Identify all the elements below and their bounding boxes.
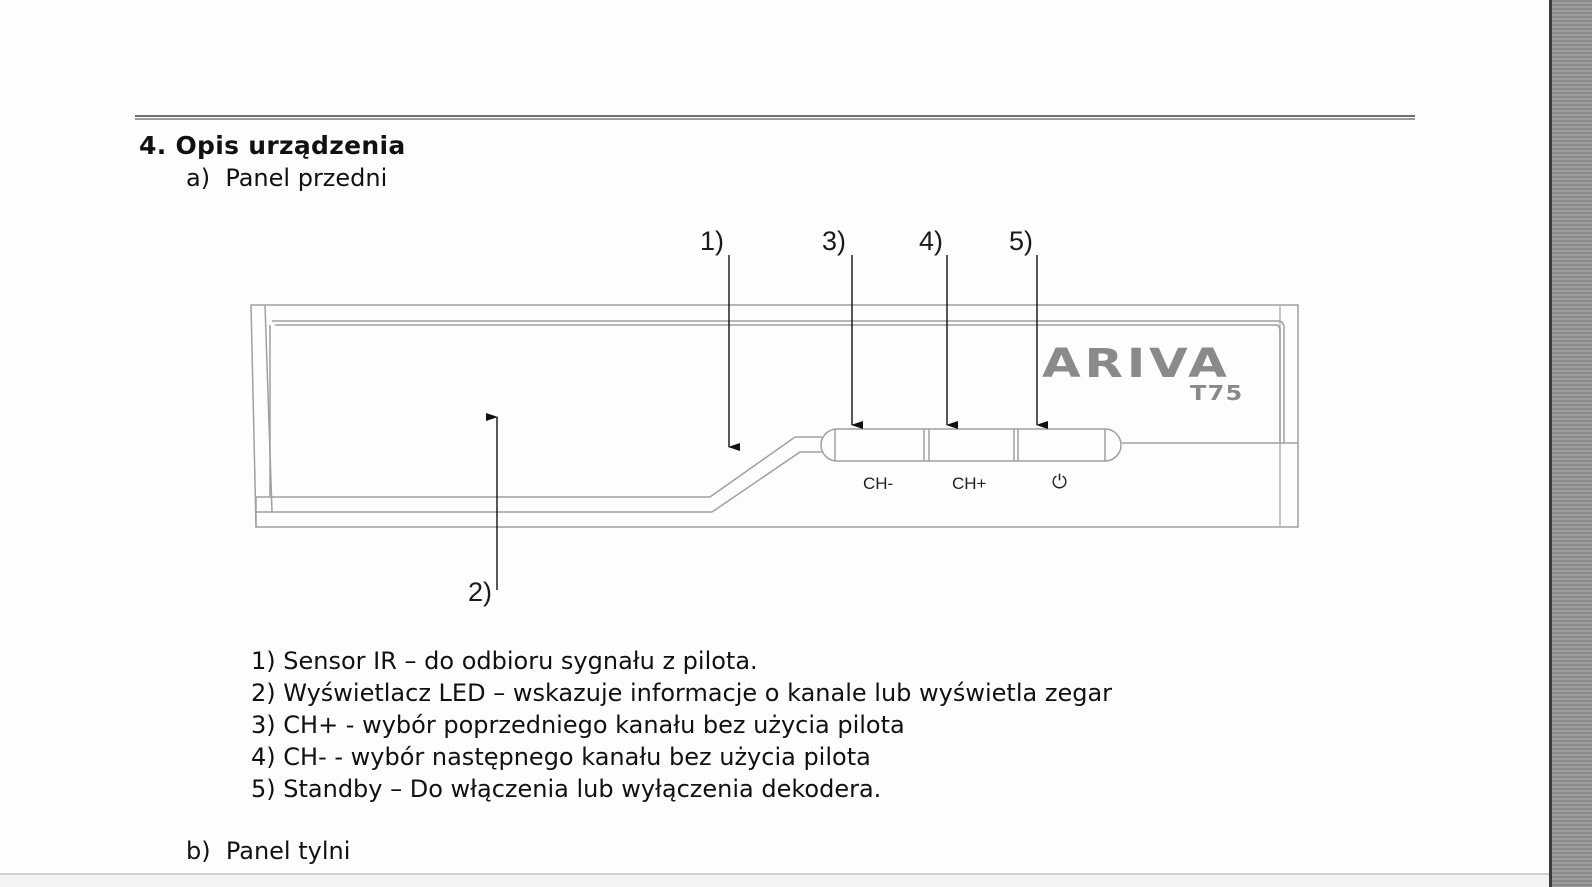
ch-minus-button-label: CH- <box>863 474 894 493</box>
callout-5: 5) <box>1009 226 1034 256</box>
list-item: 4) CH- - wybór następnego kanału bez użycia pilota <box>251 743 871 771</box>
front-panel-heading: a) Panel przedni <box>186 164 388 192</box>
list-item: 5) Standby – Do włączenia lub wyłączenia dekodera. <box>251 775 882 803</box>
brand-logo: ARIVA <box>1042 341 1231 387</box>
vertical-scrollbar[interactable] <box>1549 0 1592 887</box>
callout-4: 4) <box>919 226 944 256</box>
model-label: T75 <box>1190 381 1244 405</box>
callout-1: 1) <box>700 226 725 256</box>
ch-plus-button-label: CH+ <box>952 474 987 493</box>
section-title: 4. Opis urządzenia <box>139 131 406 160</box>
callout-2: 2) <box>468 577 493 607</box>
rear-panel-heading: b) Panel tylni <box>186 837 351 865</box>
list-item: 1) Sensor IR – do odbioru sygnału z pilota. <box>251 647 758 675</box>
list-item: 3) CH+ - wybór poprzedniego kanału bez użycia pilota <box>251 711 905 739</box>
horizontal-scrollbar[interactable] <box>0 873 1549 887</box>
power-icon: ⏻ <box>1052 472 1068 493</box>
callout-3: 3) <box>822 226 847 256</box>
list-item: 2) Wyświetlacz LED – wskazuje informacje o kanale lub wyświetla zegar <box>251 679 1113 707</box>
description-list <box>251 645 1112 805</box>
